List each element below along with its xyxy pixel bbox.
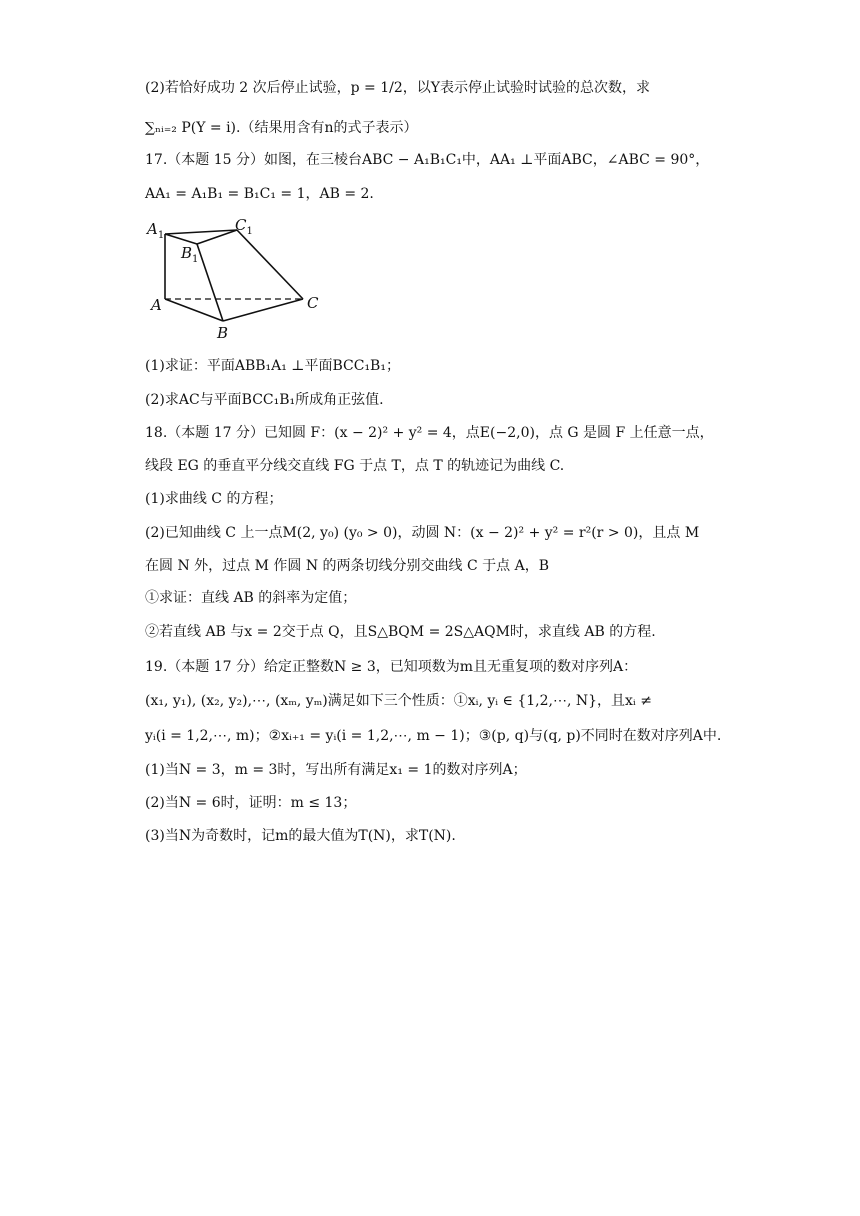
text-line-15: (x₁, y₁), (x₂, y₂),⋯, (xₘ, yₘ)满足如下三个性质：①xᵢ, yᵢ ∈ {1,2,⋯, N}，且xᵢ ≠ bbox=[145, 693, 652, 709]
label-b: B bbox=[217, 324, 229, 342]
edge-c1-c bbox=[237, 230, 303, 299]
edge-b1-b bbox=[197, 244, 223, 321]
text-line-17: (1)当N = 3，m = 3时，写出所有满足x₁ = 1的数对序列A； bbox=[145, 762, 527, 778]
edge-b-c bbox=[223, 299, 303, 321]
text-line-13: ②若直线 AB 与x = 2交于点 Q，且S△BQM = 2S△AQM时，求直线 AB 的方程. bbox=[145, 624, 656, 640]
text-line-6: (2)求AC与平面BCC₁B₁所成角正弦值. bbox=[145, 392, 384, 408]
text-line-11: 在圆 N 外，过点 M 作圆 N 的两条切线分别交曲线 C 于点 A，B bbox=[145, 558, 549, 574]
edge-a-b bbox=[165, 299, 223, 321]
text-line-10: (2)已知曲线 C 上一点M(2, y₀) (y₀ > 0)，动圆 N：(x − 2)² + y² = r²(r > 0)，且点 M bbox=[145, 525, 700, 541]
text-line-7: 18.（本题 17 分）已知圆 F：(x − 2)² + y² = 4，点E(−2,0)，点 G 是圆 F 上任意一点， bbox=[145, 425, 714, 441]
text-line-5: (1)求证：平面ABB₁A₁ ⊥平面BCC₁B₁； bbox=[145, 358, 400, 374]
text-line-4: AA₁ = A₁B₁ = B₁C₁ = 1，AB = 2. bbox=[145, 186, 374, 202]
text-line-14: 19.（本题 17 分）给定正整数N ≥ 3，已知项数为m且无重复项的数对序列A： bbox=[145, 659, 638, 675]
text-line-19: (3)当N为奇数时，记m的最大值为T(N)，求T(N). bbox=[145, 828, 456, 844]
text-line-12: ①求证：直线 AB 的斜率为定值； bbox=[145, 590, 357, 606]
label-b1: $B_1$ bbox=[181, 244, 199, 265]
text-line-9: (1)求曲线 C 的方程； bbox=[145, 491, 283, 507]
frustum-figure bbox=[145, 214, 345, 344]
edge-a1-b1 bbox=[165, 234, 197, 244]
text-line-18: (2)当N = 6时，证明：m ≤ 13； bbox=[145, 795, 357, 811]
text-line-8: 线段 EG 的垂直平分线交直线 FG 于点 T，点 T 的轨迹记为曲线 C. bbox=[145, 458, 565, 474]
label-c1: $C_1$ bbox=[235, 216, 253, 237]
text-line-2: ∑ₙᵢ₌₂ P(Y = i).（结果用含有n的式子表示） bbox=[145, 120, 418, 136]
label-a: A bbox=[151, 296, 162, 314]
text-line-3: 17.（本题 15 分）如图，在三棱台ABC − A₁B₁C₁中，AA₁ ⊥平面ABC，∠ABC = 90°， bbox=[145, 152, 710, 168]
text-line-16: yᵢ(i = 1,2,⋯, m)；②xᵢ₊₁ = yᵢ(i = 1,2,⋯, m − 1)；③(p, q)与(q, p)不同时在数对序列A中. bbox=[145, 728, 722, 744]
label-c: C bbox=[307, 294, 319, 312]
label-a1: $A_1$ bbox=[147, 220, 165, 241]
text-line-1: (2)若恰好成功 2 次后停止试验，p = 1/2，以Y表示停止试验时试验的总次数，求 bbox=[145, 80, 651, 96]
